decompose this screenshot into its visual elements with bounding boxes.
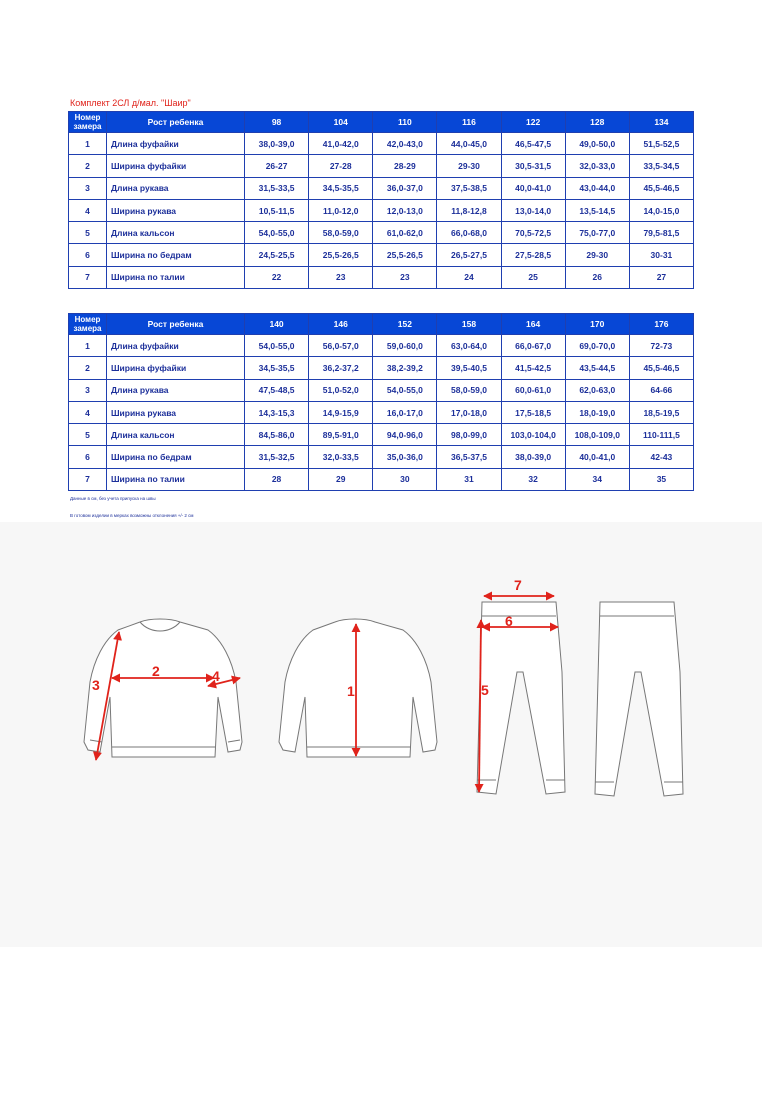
measure-value: 98,0-99,0	[437, 424, 501, 446]
measure-number: 1	[69, 133, 107, 155]
measure-value: 51,5-52,5	[629, 133, 693, 155]
diagram-label-1: 1	[347, 683, 355, 699]
measure-number: 6	[69, 244, 107, 266]
table-header-row	[69, 112, 694, 133]
measure-value: 42,0-43,0	[373, 133, 437, 155]
measure-name: Ширина фуфайки	[107, 357, 245, 379]
table-header-row	[69, 314, 694, 335]
measure-value: 18,0-19,0	[565, 401, 629, 423]
document-title: Комплект 2СЛ д/мал. "Шаир"	[70, 98, 191, 108]
measure-number: 5	[69, 222, 107, 244]
measure-number: 4	[69, 401, 107, 423]
measure-value: 23	[309, 266, 373, 288]
measure-value: 32	[501, 468, 565, 490]
measure-value: 49,0-50,0	[565, 133, 629, 155]
measure-value: 11,8-12,8	[437, 199, 501, 221]
size-header: 170	[565, 314, 629, 335]
table-row	[69, 222, 694, 244]
measure-value: 27-28	[309, 155, 373, 177]
measure-value: 29-30	[437, 155, 501, 177]
measure-value: 27,5-28,5	[501, 244, 565, 266]
size-header: 110	[373, 112, 437, 133]
measure-value: 54,0-55,0	[373, 379, 437, 401]
measure-value: 69,0-70,0	[565, 335, 629, 357]
table-row	[69, 335, 694, 357]
measure-value: 30,5-31,5	[501, 155, 565, 177]
size-header: 164	[501, 314, 565, 335]
measure-value: 33,5-34,5	[629, 155, 693, 177]
measurement-diagram	[0, 522, 762, 947]
measure-value: 37,5-38,5	[437, 177, 501, 199]
measure-value: 36,5-37,5	[437, 446, 501, 468]
measure-value: 25	[501, 266, 565, 288]
measure-number: 5	[69, 424, 107, 446]
measure-value: 54,0-55,0	[245, 335, 309, 357]
measure-value: 94,0-96,0	[373, 424, 437, 446]
measure-name: Ширина рукава	[107, 199, 245, 221]
table-row	[69, 199, 694, 221]
measure-value: 12,0-13,0	[373, 199, 437, 221]
measure-value: 24,5-25,5	[245, 244, 309, 266]
measure-value: 43,0-44,0	[565, 177, 629, 199]
measure-value: 103,0-104,0	[501, 424, 565, 446]
table-row	[69, 401, 694, 423]
measure-value: 60,0-61,0	[501, 379, 565, 401]
measure-number: 6	[69, 446, 107, 468]
measure-value: 45,5-46,5	[629, 357, 693, 379]
measure-value: 31	[437, 468, 501, 490]
measure-number-header: Номер замера	[69, 314, 107, 335]
diagram-label-7: 7	[514, 577, 522, 593]
measure-value: 36,0-37,0	[373, 177, 437, 199]
table-row	[69, 266, 694, 288]
measure-value: 14,0-15,0	[629, 199, 693, 221]
measure-value: 59,0-60,0	[373, 335, 437, 357]
measure-value: 14,9-15,9	[309, 401, 373, 423]
measure-number: 3	[69, 379, 107, 401]
table-row	[69, 155, 694, 177]
measure-value: 110-111,5	[629, 424, 693, 446]
measure-value: 11,0-12,0	[309, 199, 373, 221]
diagram-label-4: 4	[212, 668, 220, 684]
table-row	[69, 424, 694, 446]
measure-value: 38,0-39,0	[245, 133, 309, 155]
diagram-label-3: 3	[92, 677, 100, 693]
measure-value: 17,5-18,5	[501, 401, 565, 423]
measure-value: 34,5-35,5	[245, 357, 309, 379]
size-table-1	[68, 111, 694, 289]
measure-value: 58,0-59,0	[309, 222, 373, 244]
measure-number: 4	[69, 199, 107, 221]
measure-number: 2	[69, 357, 107, 379]
measure-value: 108,0-109,0	[565, 424, 629, 446]
measure-value: 30-31	[629, 244, 693, 266]
size-header: 140	[245, 314, 309, 335]
measure-number: 1	[69, 335, 107, 357]
measure-value: 25,5-26,5	[373, 244, 437, 266]
measure-value: 44,0-45,0	[437, 133, 501, 155]
measure-value: 40,0-41,0	[501, 177, 565, 199]
measure-value: 43,5-44,5	[565, 357, 629, 379]
measure-value: 72-73	[629, 335, 693, 357]
measure-value: 32,0-33,0	[565, 155, 629, 177]
shirt-front-drawing	[84, 619, 242, 757]
measure-value: 29	[309, 468, 373, 490]
measure-name: Длина рукава	[107, 379, 245, 401]
measure-name: Длина кальсон	[107, 424, 245, 446]
measure-value: 58,0-59,0	[437, 379, 501, 401]
size-header: 104	[309, 112, 373, 133]
measure-value: 46,5-47,5	[501, 133, 565, 155]
measure-number: 7	[69, 468, 107, 490]
measure-value: 31,5-32,5	[245, 446, 309, 468]
measure-value: 56,0-57,0	[309, 335, 373, 357]
measure-value: 38,0-39,0	[501, 446, 565, 468]
measure-value: 29-30	[565, 244, 629, 266]
measure-value: 63,0-64,0	[437, 335, 501, 357]
table-row	[69, 133, 694, 155]
measure-value: 25,5-26,5	[309, 244, 373, 266]
measure-value: 79,5-81,5	[629, 222, 693, 244]
measure-value: 66,0-68,0	[437, 222, 501, 244]
measure-name: Ширина по бедрам	[107, 244, 245, 266]
measure-value: 40,0-41,0	[565, 446, 629, 468]
measure-number: 7	[69, 266, 107, 288]
table-row	[69, 244, 694, 266]
table-row	[69, 177, 694, 199]
size-header: 158	[437, 314, 501, 335]
size-header: 152	[373, 314, 437, 335]
measure-value: 64-66	[629, 379, 693, 401]
measure-value: 32,0-33,5	[309, 446, 373, 468]
note-units: Данные в см, без учета припуска на швы	[70, 496, 156, 501]
measure-value: 28	[245, 468, 309, 490]
measure-value: 31,5-33,5	[245, 177, 309, 199]
measure-name: Длина фуфайки	[107, 335, 245, 357]
measure-value: 23	[373, 266, 437, 288]
height-header: Рост ребенка	[107, 112, 245, 133]
measure-value: 27	[629, 266, 693, 288]
measure-value: 18,5-19,5	[629, 401, 693, 423]
measure-value: 26	[565, 266, 629, 288]
measure-value: 47,5-48,5	[245, 379, 309, 401]
measure-number: 2	[69, 155, 107, 177]
measure-value: 45,5-46,5	[629, 177, 693, 199]
measure-value: 26-27	[245, 155, 309, 177]
measure-value: 36,2-37,2	[309, 357, 373, 379]
shirt-back-drawing	[279, 619, 437, 757]
table-row	[69, 379, 694, 401]
measure-value: 26,5-27,5	[437, 244, 501, 266]
measure-value: 13,5-14,5	[565, 199, 629, 221]
measure-value: 62,0-63,0	[565, 379, 629, 401]
measure-value: 38,2-39,2	[373, 357, 437, 379]
measure-value: 24	[437, 266, 501, 288]
size-header: 146	[309, 314, 373, 335]
size-header: 98	[245, 112, 309, 133]
measure-name: Ширина рукава	[107, 401, 245, 423]
measure-value: 39,5-40,5	[437, 357, 501, 379]
measure-value: 35	[629, 468, 693, 490]
size-header: 116	[437, 112, 501, 133]
size-table-2	[68, 313, 694, 491]
measure-value: 28-29	[373, 155, 437, 177]
measure-name: Длина кальсон	[107, 222, 245, 244]
measure-value: 75,0-77,0	[565, 222, 629, 244]
measure-value: 16,0-17,0	[373, 401, 437, 423]
measure-value: 17,0-18,0	[437, 401, 501, 423]
measure-name: Ширина фуфайки	[107, 155, 245, 177]
diagram-label-6: 6	[505, 613, 513, 629]
measure-value: 22	[245, 266, 309, 288]
measure-value: 10,5-11,5	[245, 199, 309, 221]
table-row	[69, 468, 694, 490]
measure-name: Ширина по бедрам	[107, 446, 245, 468]
measure-value: 89,5-91,0	[309, 424, 373, 446]
measure-value: 61,0-62,0	[373, 222, 437, 244]
diagram-label-5: 5	[481, 682, 489, 698]
pants-front-drawing	[477, 602, 565, 794]
table-row	[69, 446, 694, 468]
measure-value: 41,5-42,5	[501, 357, 565, 379]
measure-value: 34	[565, 468, 629, 490]
measure-value: 70,5-72,5	[501, 222, 565, 244]
size-header: 122	[501, 112, 565, 133]
measure-name: Длина рукава	[107, 177, 245, 199]
size-header: 128	[565, 112, 629, 133]
measure-value: 14,3-15,3	[245, 401, 309, 423]
diagram-label-2: 2	[152, 663, 160, 679]
measure-value: 34,5-35,5	[309, 177, 373, 199]
height-header: Рост ребенка	[107, 314, 245, 335]
measure-value: 30	[373, 468, 437, 490]
measure-value: 42-43	[629, 446, 693, 468]
measure-value: 54,0-55,0	[245, 222, 309, 244]
measure-value: 66,0-67,0	[501, 335, 565, 357]
table-row	[69, 357, 694, 379]
measure-name: Ширина по талии	[107, 468, 245, 490]
pants-back-drawing	[595, 602, 683, 796]
size-header: 134	[629, 112, 693, 133]
size-header: 176	[629, 314, 693, 335]
measure-name: Длина фуфайки	[107, 133, 245, 155]
measure-value: 41,0-42,0	[309, 133, 373, 155]
note-tolerance: В готовом изделии в мерках возможны отклонения +/- 2 см	[70, 513, 194, 518]
measure-number-header: Номер замера	[69, 112, 107, 133]
measure-name: Ширина по талии	[107, 266, 245, 288]
measure-value: 13,0-14,0	[501, 199, 565, 221]
measure-value: 84,5-86,0	[245, 424, 309, 446]
measure-value: 51,0-52,0	[309, 379, 373, 401]
measure-number: 3	[69, 177, 107, 199]
measure-value: 35,0-36,0	[373, 446, 437, 468]
